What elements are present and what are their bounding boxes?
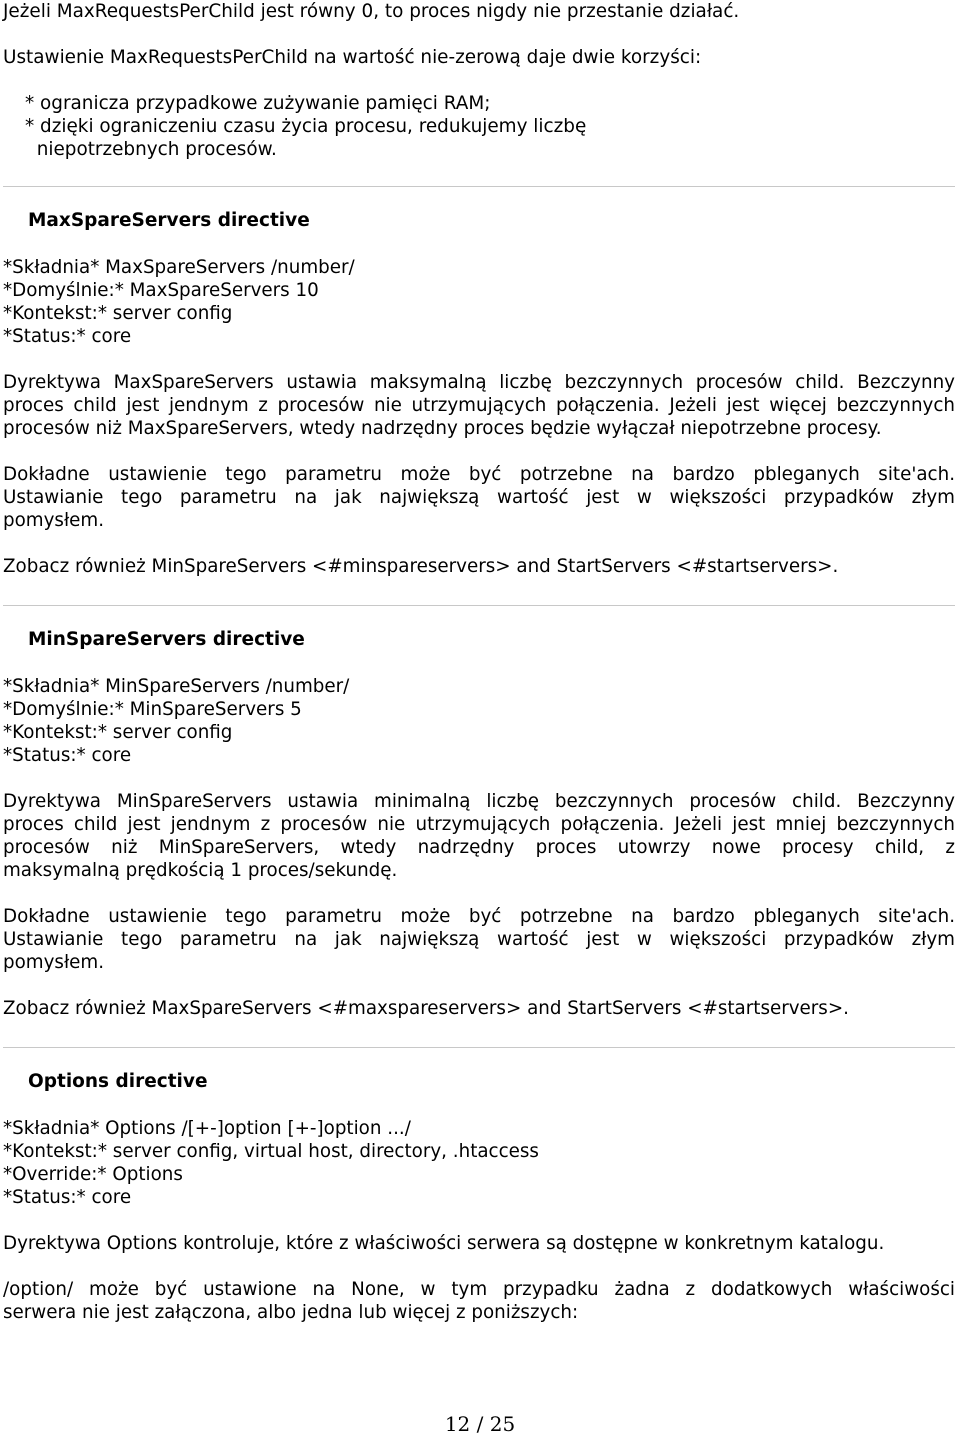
paragraph-line: Ustawianie tego parametru na jak największą wartość jest w większości przypadków złym xyxy=(3,929,955,950)
intro-line xyxy=(3,69,739,92)
meta-line: *Składnia* MaxSpareServers /number/ xyxy=(3,257,355,278)
meta-line: *Status:* core xyxy=(3,1187,132,1208)
section-heading: MaxSpareServers directive xyxy=(28,210,310,231)
paragraph-line: Dyrektywa Options kontroluje, które z właściwości serwera są dostępne w konkretnym katalogu. xyxy=(3,1233,885,1254)
description-paragraph xyxy=(3,1232,955,1255)
description-paragraph xyxy=(3,371,955,440)
intro-line: * dzięki ograniczeniu czasu życia procesu, redukujemy liczbę xyxy=(25,116,587,137)
directive-meta xyxy=(3,1117,955,1209)
intro-line: niepotrzebnych procesów. xyxy=(25,139,277,160)
intro-line: Jeżeli MaxRequestsPerChild jest równy 0, to proces nigdy nie przestanie działać. xyxy=(3,1,740,22)
description-paragraph xyxy=(3,790,955,882)
meta-line: *Kontekst:* server config xyxy=(3,303,233,324)
paragraph-line: pomysłem. xyxy=(3,952,105,973)
paragraph-line: procesów niż MaxSpareServers, wtedy nadrzędny proces będzie wyłączał niepotrzebne procesy. xyxy=(3,418,882,439)
paragraph-line: Dyrektywa MaxSpareServers ustawia maksymalną liczbę bezczynnych procesów child. Bezczynny xyxy=(3,372,955,393)
paragraph-line: serwera nie jest załączona, albo jedna lub więcej z poniższych: xyxy=(3,1302,579,1323)
directive-meta xyxy=(3,256,955,348)
note-paragraph xyxy=(3,463,955,532)
section-heading: Options directive xyxy=(28,1071,208,1092)
intro-line: Ustawienie MaxRequestsPerChild na wartość nie-zerową daje dwie korzyści: xyxy=(3,47,702,68)
paragraph-line: proces child jest jendnym z procesów nie utrzymujących połączenia. Jeżeli jest mniej bezczynnych xyxy=(3,814,955,835)
intro-block xyxy=(3,0,739,161)
meta-line: *Kontekst:* server config, virtual host, directory, .htaccess xyxy=(3,1141,539,1162)
paragraph-line: pomysłem. xyxy=(3,510,105,531)
intro-line xyxy=(3,23,739,46)
see-also-text[interactable]: Zobacz również MinSpareServers <#minspareservers> and StartServers <#startservers>. xyxy=(3,556,839,577)
paragraph-line: proces child jest jendnym z procesów nie utrzymujących połączenia. Jeżeli jest więcej bezczynnych xyxy=(3,395,955,416)
meta-line: *Składnia* Options /[+-]option [+-]option .../ xyxy=(3,1118,411,1139)
see-also-link[interactable] xyxy=(3,997,955,1020)
see-also-link[interactable] xyxy=(3,555,955,578)
paragraph-line: Dyrektywa MinSpareServers ustawia minimalną liczbę bezczynnych procesów child. Bezczynny xyxy=(3,791,955,812)
see-also-text[interactable]: Zobacz również MaxSpareServers <#maxspareservers> and StartServers <#startservers>. xyxy=(3,998,849,1019)
directive-meta xyxy=(3,675,955,767)
paragraph-line: Ustawianie tego parametru na jak największą wartość jest w większości przypadków złym xyxy=(3,487,955,508)
section-divider xyxy=(3,605,955,606)
meta-line: *Kontekst:* server config xyxy=(3,722,233,743)
meta-line: *Składnia* MinSpareServers /number/ xyxy=(3,676,350,697)
paragraph-line: Dokładne ustawienie tego parametru może być potrzebne na bardzo pbleganych site'ach. xyxy=(3,906,955,927)
section-divider xyxy=(3,186,955,187)
intro-line: * ogranicza przypadkowe zużywanie pamięci RAM; xyxy=(25,93,491,114)
page-number: 12 / 25 xyxy=(444,1412,516,1436)
meta-line: *Domyślnie:* MaxSpareServers 10 xyxy=(3,280,319,301)
section-heading: MinSpareServers directive xyxy=(28,629,305,650)
paragraph-line: Dokładne ustawienie tego parametru może być potrzebne na bardzo pbleganych site'ach. xyxy=(3,464,955,485)
note-paragraph xyxy=(3,905,955,974)
paragraph-line: /option/ może być ustawione na None, w tym przypadku żadna z dodatkowych właściwości xyxy=(3,1279,955,1300)
paragraph-line: procesów niż MinSpareServers, wtedy nadrzędny proces utowrzy nowe procesy child, z xyxy=(3,837,955,858)
meta-line: *Status:* core xyxy=(3,745,132,766)
section-divider xyxy=(3,1047,955,1048)
paragraph-line: maksymalną prędkością 1 proces/sekundę. xyxy=(3,860,398,881)
meta-line: *Status:* core xyxy=(3,326,132,347)
meta-line: *Domyślnie:* MinSpareServers 5 xyxy=(3,699,302,720)
meta-line: *Override:* Options xyxy=(3,1164,183,1185)
note-paragraph xyxy=(3,1278,955,1324)
